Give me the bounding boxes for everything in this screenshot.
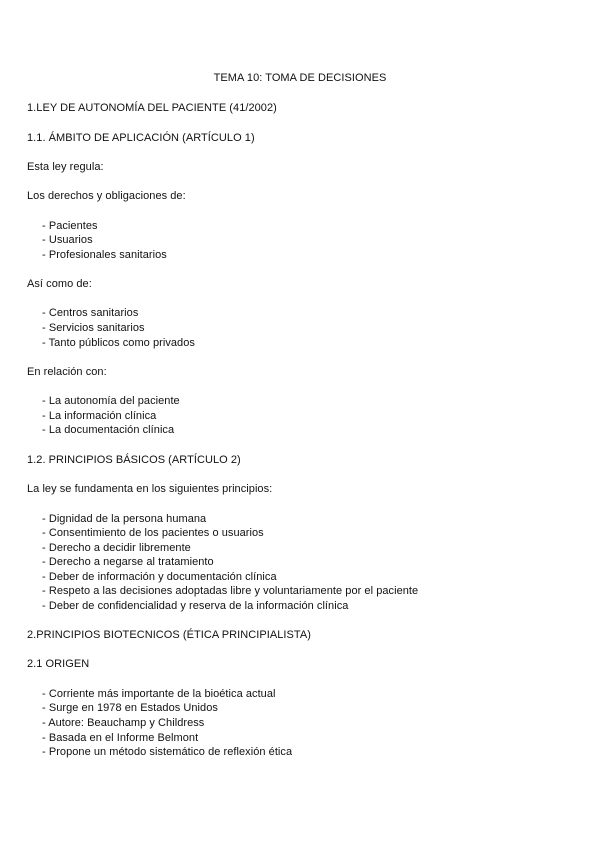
list-item: - Deber de confidencialidad y reserva de la información clínica <box>42 600 349 612</box>
paragraph: Así como de: <box>27 278 92 290</box>
subsection-heading: 2.1 ORIGEN <box>27 658 90 670</box>
list-item: - Basada en el Informe Belmont <box>42 732 199 744</box>
subsection-heading: 1.1. ÁMBITO DE APLICACIÓN (ARTÍCULO 1) <box>27 132 255 144</box>
list-item: - Profesionales sanitarios <box>42 249 167 261</box>
page-title: TEMA 10: TOMA DE DECISIONES <box>213 72 387 84</box>
subsection-heading: 1.2. PRINCIPIOS BÁSICOS (ARTÍCULO 2) <box>27 454 241 466</box>
list-item: - Dignidad de la persona humana <box>42 513 207 525</box>
paragraph: En relación con: <box>27 366 107 378</box>
paragraph: La ley se fundamenta en los siguientes principios: <box>27 483 273 495</box>
list-item: - Centros sanitarios <box>42 307 139 319</box>
list-item: - Pacientes <box>42 220 98 232</box>
list-item: - Derecho a decidir libremente <box>42 542 191 554</box>
list-item: - Propone un método sistemático de reflexión ética <box>42 746 293 758</box>
list-item: - Surge en 1978 en Estados Unidos <box>42 702 218 714</box>
list-item: - La información clínica <box>42 410 157 422</box>
list-item: - La autonomía del paciente <box>42 395 180 407</box>
list-item: - Deber de información y documentación clínica <box>42 571 277 583</box>
list-item: - Consentimiento de los pacientes o usuarios <box>42 527 264 539</box>
list-item: - Corriente más importante de la bioética actual <box>42 688 276 700</box>
list-item: - Autore: Beauchamp y Childress <box>42 717 205 729</box>
list-item: - Tanto públicos como privados <box>42 337 195 349</box>
list-item: - Usuarios <box>42 234 93 246</box>
list-item: - La documentación clínica <box>42 424 175 436</box>
list-item: - Respeto a las decisiones adoptadas libre y voluntariamente por el paciente <box>42 585 419 597</box>
section-heading: 1.LEY DE AUTONOMÍA DEL PACIENTE (41/2002) <box>27 102 277 114</box>
list-item: - Servicios sanitarios <box>42 322 145 334</box>
paragraph: Los derechos y obligaciones de: <box>27 190 186 202</box>
section-heading: 2.PRINCIPIOS BIOTECNICOS (ÉTICA PRINCIPIALISTA) <box>27 629 311 641</box>
list-item: - Derecho a negarse al tratamiento <box>42 556 214 568</box>
paragraph: Esta ley regula: <box>27 161 104 173</box>
